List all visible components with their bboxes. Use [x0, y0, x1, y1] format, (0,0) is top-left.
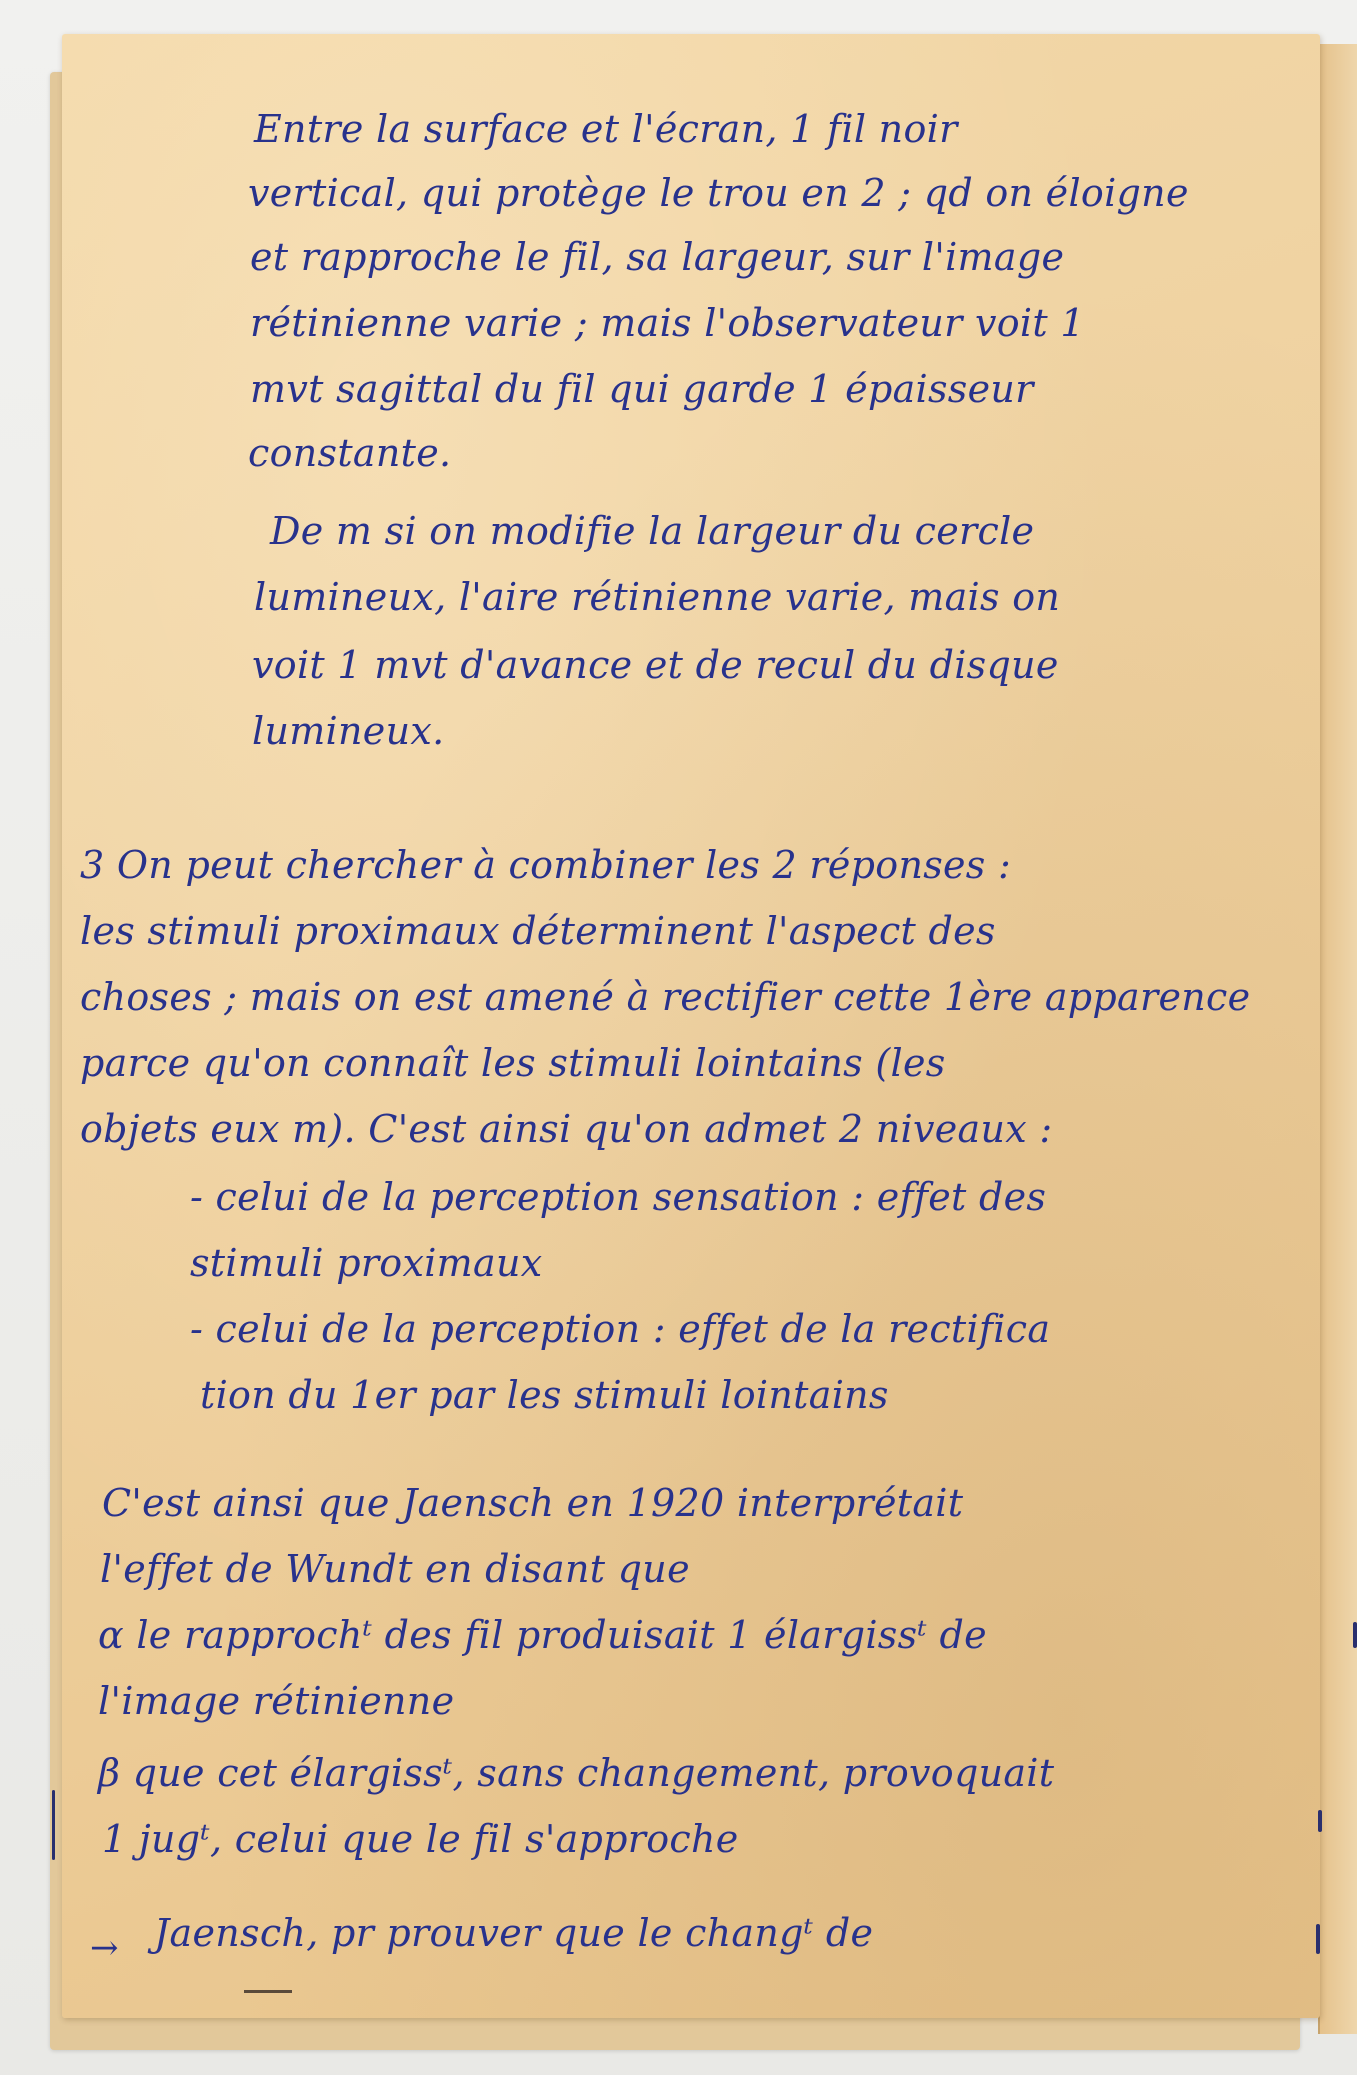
text-line: β que cet élargissᵗ, sans changement, provoquait: [98, 1751, 1055, 1795]
text-line: choses ; mais on est amené à rectifier cette 1ère apparence: [80, 975, 1251, 1019]
text-line: l'image rétinienne: [98, 1679, 455, 1723]
handwritten-text: [62, 34, 1320, 2018]
text-line: Entre la surface et l'écran, 1 fil noir: [254, 107, 958, 151]
text-line: les stimuli proximaux déterminent l'aspect des: [80, 909, 996, 953]
text-line: rétinienne varie ; mais l'observateur voit 1: [250, 301, 1085, 345]
text-line: C'est ainsi que Jaensch en 1920 interprétait: [102, 1481, 964, 1525]
adjacent-page-edge: [1318, 44, 1357, 2034]
text-line: voit 1 mvt d'avance et de recul du disque: [252, 643, 1059, 687]
text-line: 3 On peut chercher à combiner les 2 réponses :: [80, 843, 1012, 887]
text-line: parce qu'on connaît les stimuli lointains (les: [80, 1041, 946, 1085]
bottom-dash: [244, 1990, 292, 1993]
text-line: 1 jugᵗ, celui que le fil s'approche: [102, 1817, 739, 1861]
text-line: lumineux, l'aire rétinienne varie, mais on: [254, 575, 1061, 619]
text-line: - celui de la perception sensation : effet des: [190, 1175, 1047, 1219]
text-line: l'effet de Wundt en disant que: [100, 1547, 690, 1591]
text-line: et rapproche le fil, sa largeur, sur l'image: [250, 235, 1065, 279]
margin-arrow: →: [90, 1928, 119, 1968]
right-edge-mark: [1353, 1622, 1357, 1648]
text-line: Jaensch, pr prouver que le changᵗ de: [154, 1911, 874, 1955]
right-edge-mark: [1318, 1810, 1322, 1832]
manuscript-page: [62, 34, 1320, 2018]
text-line: constante.: [248, 431, 452, 475]
text-line: - celui de la perception : effet de la rectifica: [190, 1307, 1051, 1351]
text-line: stimuli proximaux: [190, 1241, 543, 1285]
text-line: De m si on modifie la largeur du cercle: [270, 509, 1035, 553]
left-edge-mark: [52, 1790, 55, 1860]
right-edge-mark: [1316, 1924, 1320, 1954]
text-line: lumineux.: [252, 709, 445, 753]
text-line: mvt sagittal du fil qui garde 1 épaisseur: [250, 367, 1034, 411]
text-line: tion du 1er par les stimuli lointains: [200, 1373, 889, 1417]
text-line: α le rapprochᵗ des fil produisait 1 élargissᵗ de: [98, 1613, 987, 1657]
text-line: objets eux m). C'est ainsi qu'on admet 2 niveaux :: [80, 1107, 1053, 1151]
text-line: vertical, qui protège le trou en 2 ; qd on éloigne: [248, 171, 1189, 215]
